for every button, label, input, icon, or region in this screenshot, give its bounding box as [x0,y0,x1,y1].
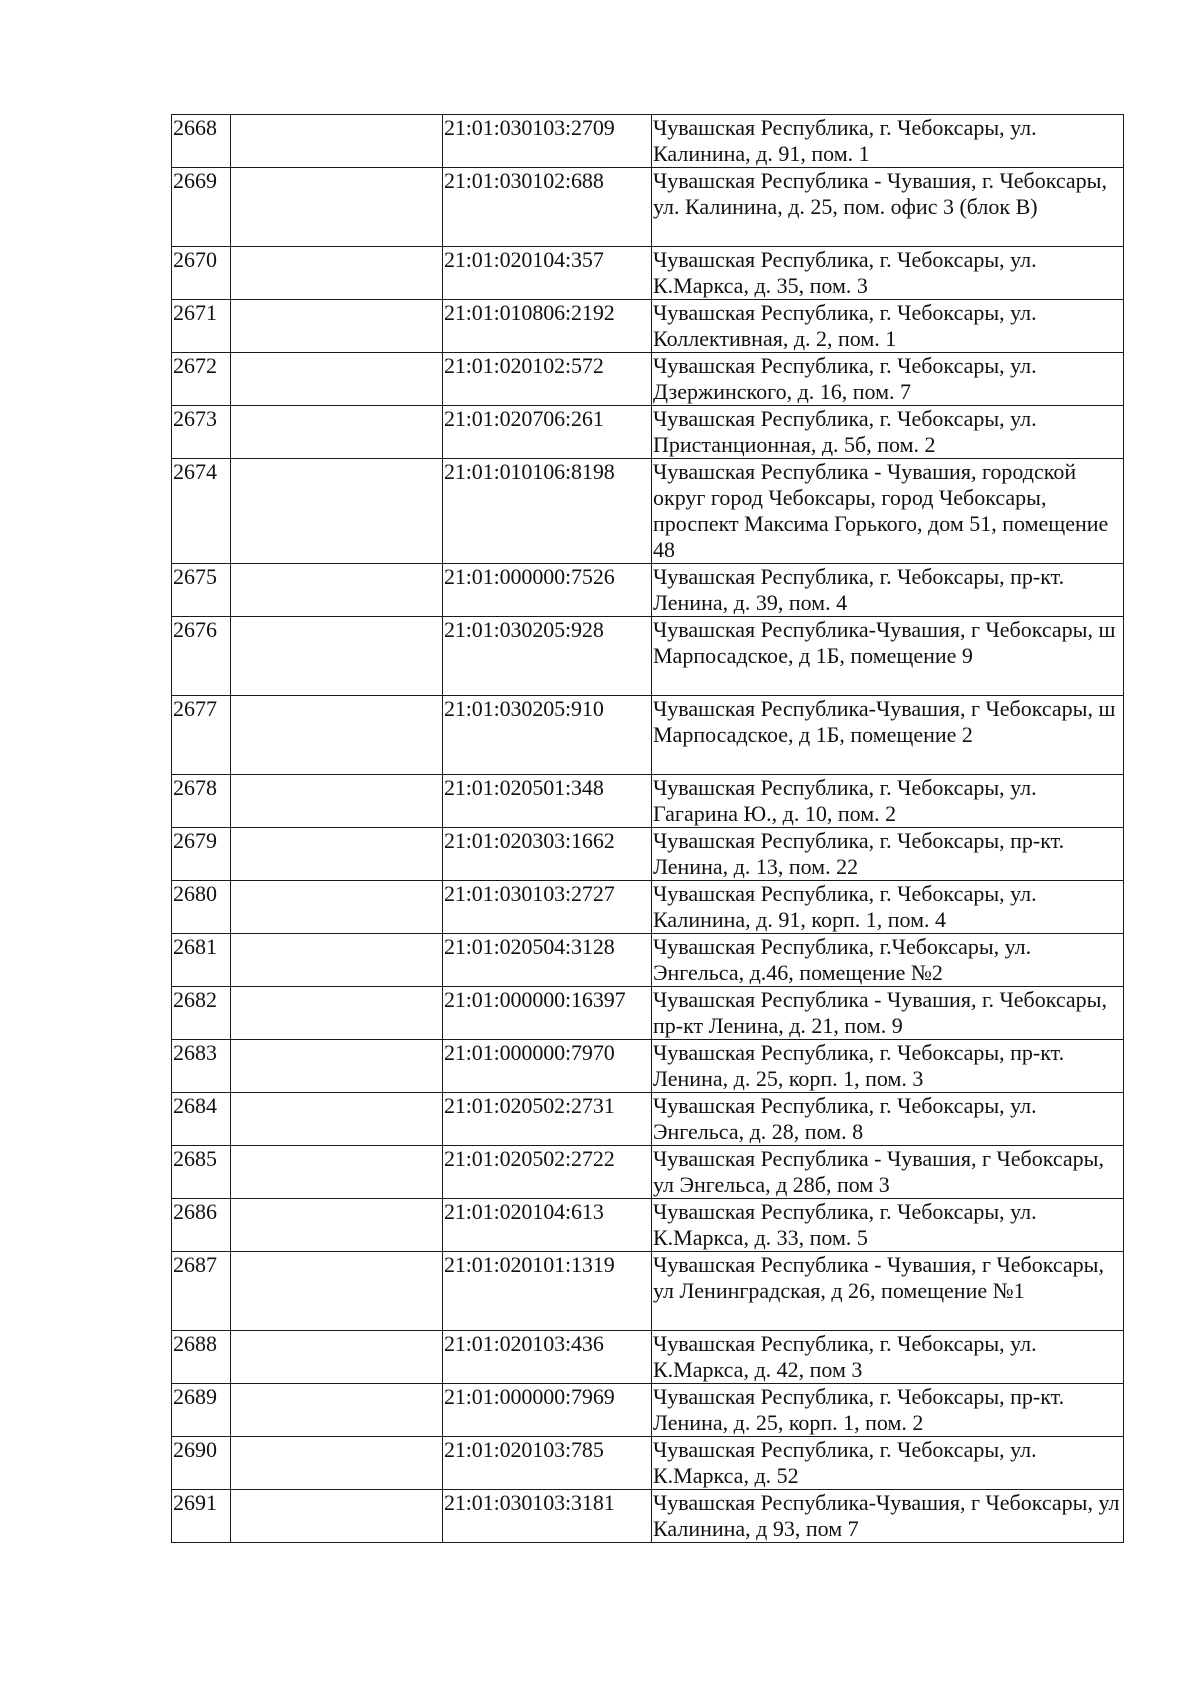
address-cell: Чувашская Республика, г. Чебоксары, ул. Пристанционная, д. 5б, пом. 2 [652,406,1124,459]
row-number-cell: 2679 [172,828,231,881]
empty-cell [231,696,443,775]
row-number-cell: 2675 [172,564,231,617]
row-number-cell: 2689 [172,1384,231,1437]
cadastral-number-cell: 21:01:020502:2722 [443,1146,652,1199]
address-cell: Чувашская Республика - Чувашия, г. Чебоксары, ул. Калинина, д. 25, пом. офис 3 (блок В) [652,168,1124,247]
empty-cell [231,1252,443,1331]
table-row [172,564,1124,617]
row-number-cell: 2670 [172,247,231,300]
cadastral-number-cell: 21:01:000000:7969 [443,1384,652,1437]
table-row [172,1252,1124,1331]
cadastral-number-cell: 21:01:020303:1662 [443,828,652,881]
cadastral-number-cell: 21:01:020104:357 [443,247,652,300]
empty-cell [231,115,443,168]
row-number-cell: 2668 [172,115,231,168]
table-row [172,300,1124,353]
empty-cell [231,881,443,934]
address-cell: Чувашская Республика, г.Чебоксары, ул. Энгельса, д.46, помещение №2 [652,934,1124,987]
cadastral-number-cell: 21:01:010806:2192 [443,300,652,353]
row-number-cell: 2671 [172,300,231,353]
table-row [172,1199,1124,1252]
address-cell: Чувашская Республика - Чувашия, городской округ город Чебоксары, город Чебоксары, проспект Максима Горького, дом 51, помещение 48 [652,459,1124,564]
address-cell: Чувашская Республика, г. Чебоксары, ул. Энгельса, д. 28, пом. 8 [652,1093,1124,1146]
empty-cell [231,459,443,564]
cadastral-number-cell: 21:01:020502:2731 [443,1093,652,1146]
cadastral-number-cell: 21:01:000000:16397 [443,987,652,1040]
empty-cell [231,300,443,353]
cadastral-number-cell: 21:01:020504:3128 [443,934,652,987]
row-number-cell: 2673 [172,406,231,459]
row-number-cell: 2669 [172,168,231,247]
empty-cell [231,617,443,696]
address-cell: Чувашская Республика, г. Чебоксары, ул. К.Маркса, д. 35, пом. 3 [652,247,1124,300]
table-row [172,353,1124,406]
row-number-cell: 2685 [172,1146,231,1199]
address-cell: Чувашская Республика, г. Чебоксары, пр-кт. Ленина, д. 25, корп. 1, пом. 3 [652,1040,1124,1093]
table-row [172,1384,1124,1437]
table-row [172,1437,1124,1490]
cadastral-number-cell: 21:01:020706:261 [443,406,652,459]
empty-cell [231,1093,443,1146]
row-number-cell: 2682 [172,987,231,1040]
address-cell: Чувашская Республика, г. Чебоксары, ул. Калинина, д. 91, пом. 1 [652,115,1124,168]
cadastral-number-cell: 21:01:020501:348 [443,775,652,828]
cadastral-number-cell: 21:01:030205:928 [443,617,652,696]
table-row [172,617,1124,696]
empty-cell [231,987,443,1040]
empty-cell [231,247,443,300]
empty-cell [231,406,443,459]
table-row [172,459,1124,564]
address-cell: Чувашская Республика, г. Чебоксары, ул. К.Маркса, д. 42, пом 3 [652,1331,1124,1384]
table-row [172,1040,1124,1093]
row-number-cell: 2681 [172,934,231,987]
address-cell: Чувашская Республика-Чувашия, г Чебоксары, ш Марпосадское, д 1Б, помещение 2 [652,696,1124,775]
registry-table-body [172,115,1124,1543]
row-number-cell: 2672 [172,353,231,406]
empty-cell [231,1490,443,1543]
empty-cell [231,1437,443,1490]
property-registry-table [171,114,1124,1543]
address-cell: Чувашская Республика, г. Чебоксары, ул. К.Маркса, д. 33, пом. 5 [652,1199,1124,1252]
address-cell: Чувашская Республика-Чувашия, г Чебоксары, ш Марпосадское, д 1Б, помещение 9 [652,617,1124,696]
empty-cell [231,1199,443,1252]
row-number-cell: 2676 [172,617,231,696]
table-row [172,406,1124,459]
address-cell: Чувашская Республика - Чувашия, г Чебоксары, ул Энгельса, д 28б, пом 3 [652,1146,1124,1199]
cadastral-number-cell: 21:01:010106:8198 [443,459,652,564]
address-cell: Чувашская Республика, г. Чебоксары, пр-кт. Ленина, д. 13, пом. 22 [652,828,1124,881]
address-cell: Чувашская Республика, г. Чебоксары, ул. Калинина, д. 91, корп. 1, пом. 4 [652,881,1124,934]
table-row [172,934,1124,987]
address-cell: Чувашская Республика - Чувашия, г. Чебоксары, пр-кт Ленина, д. 21, пом. 9 [652,987,1124,1040]
empty-cell [231,1040,443,1093]
empty-cell [231,1331,443,1384]
empty-cell [231,1146,443,1199]
empty-cell [231,1384,443,1437]
table-row [172,168,1124,247]
row-number-cell: 2674 [172,459,231,564]
address-cell: Чувашская Республика, г. Чебоксары, ул. Гагарина Ю., д. 10, пом. 2 [652,775,1124,828]
table-row [172,881,1124,934]
table-row [172,1093,1124,1146]
row-number-cell: 2690 [172,1437,231,1490]
cadastral-number-cell: 21:01:020102:572 [443,353,652,406]
row-number-cell: 2683 [172,1040,231,1093]
row-number-cell: 2680 [172,881,231,934]
table-row [172,1331,1124,1384]
address-cell: Чувашская Республика-Чувашия, г Чебоксары, ул Калинина, д 93, пом 7 [652,1490,1124,1543]
empty-cell [231,353,443,406]
empty-cell [231,828,443,881]
cadastral-number-cell: 21:01:000000:7526 [443,564,652,617]
cadastral-number-cell: 21:01:030205:910 [443,696,652,775]
cadastral-number-cell: 21:01:020103:785 [443,1437,652,1490]
empty-cell [231,775,443,828]
table-row [172,828,1124,881]
cadastral-number-cell: 21:01:030103:2709 [443,115,652,168]
row-number-cell: 2688 [172,1331,231,1384]
empty-cell [231,168,443,247]
cadastral-number-cell: 21:01:030103:3181 [443,1490,652,1543]
address-cell: Чувашская Республика, г. Чебоксары, ул. Коллективная, д. 2, пом. 1 [652,300,1124,353]
address-cell: Чувашская Республика, г. Чебоксары, ул. Дзержинского, д. 16, пом. 7 [652,353,1124,406]
table-row [172,1490,1124,1543]
row-number-cell: 2687 [172,1252,231,1331]
table-row [172,696,1124,775]
cadastral-number-cell: 21:01:020101:1319 [443,1252,652,1331]
cadastral-number-cell: 21:01:020104:613 [443,1199,652,1252]
address-cell: Чувашская Республика, г. Чебоксары, ул. К.Маркса, д. 52 [652,1437,1124,1490]
table-row [172,1146,1124,1199]
address-cell: Чувашская Республика - Чувашия, г Чебоксары, ул Ленинградская, д 26, помещение №1 [652,1252,1124,1331]
empty-cell [231,934,443,987]
table-row [172,115,1124,168]
cadastral-number-cell: 21:01:030102:688 [443,168,652,247]
empty-cell [231,564,443,617]
table-row [172,987,1124,1040]
table-row [172,247,1124,300]
address-cell: Чувашская Республика, г. Чебоксары, пр-кт. Ленина, д. 25, корп. 1, пом. 2 [652,1384,1124,1437]
row-number-cell: 2691 [172,1490,231,1543]
cadastral-number-cell: 21:01:030103:2727 [443,881,652,934]
cadastral-number-cell: 21:01:020103:436 [443,1331,652,1384]
row-number-cell: 2677 [172,696,231,775]
cadastral-number-cell: 21:01:000000:7970 [443,1040,652,1093]
address-cell: Чувашская Республика, г. Чебоксары, пр-кт. Ленина, д. 39, пом. 4 [652,564,1124,617]
row-number-cell: 2678 [172,775,231,828]
row-number-cell: 2684 [172,1093,231,1146]
row-number-cell: 2686 [172,1199,231,1252]
table-row [172,775,1124,828]
